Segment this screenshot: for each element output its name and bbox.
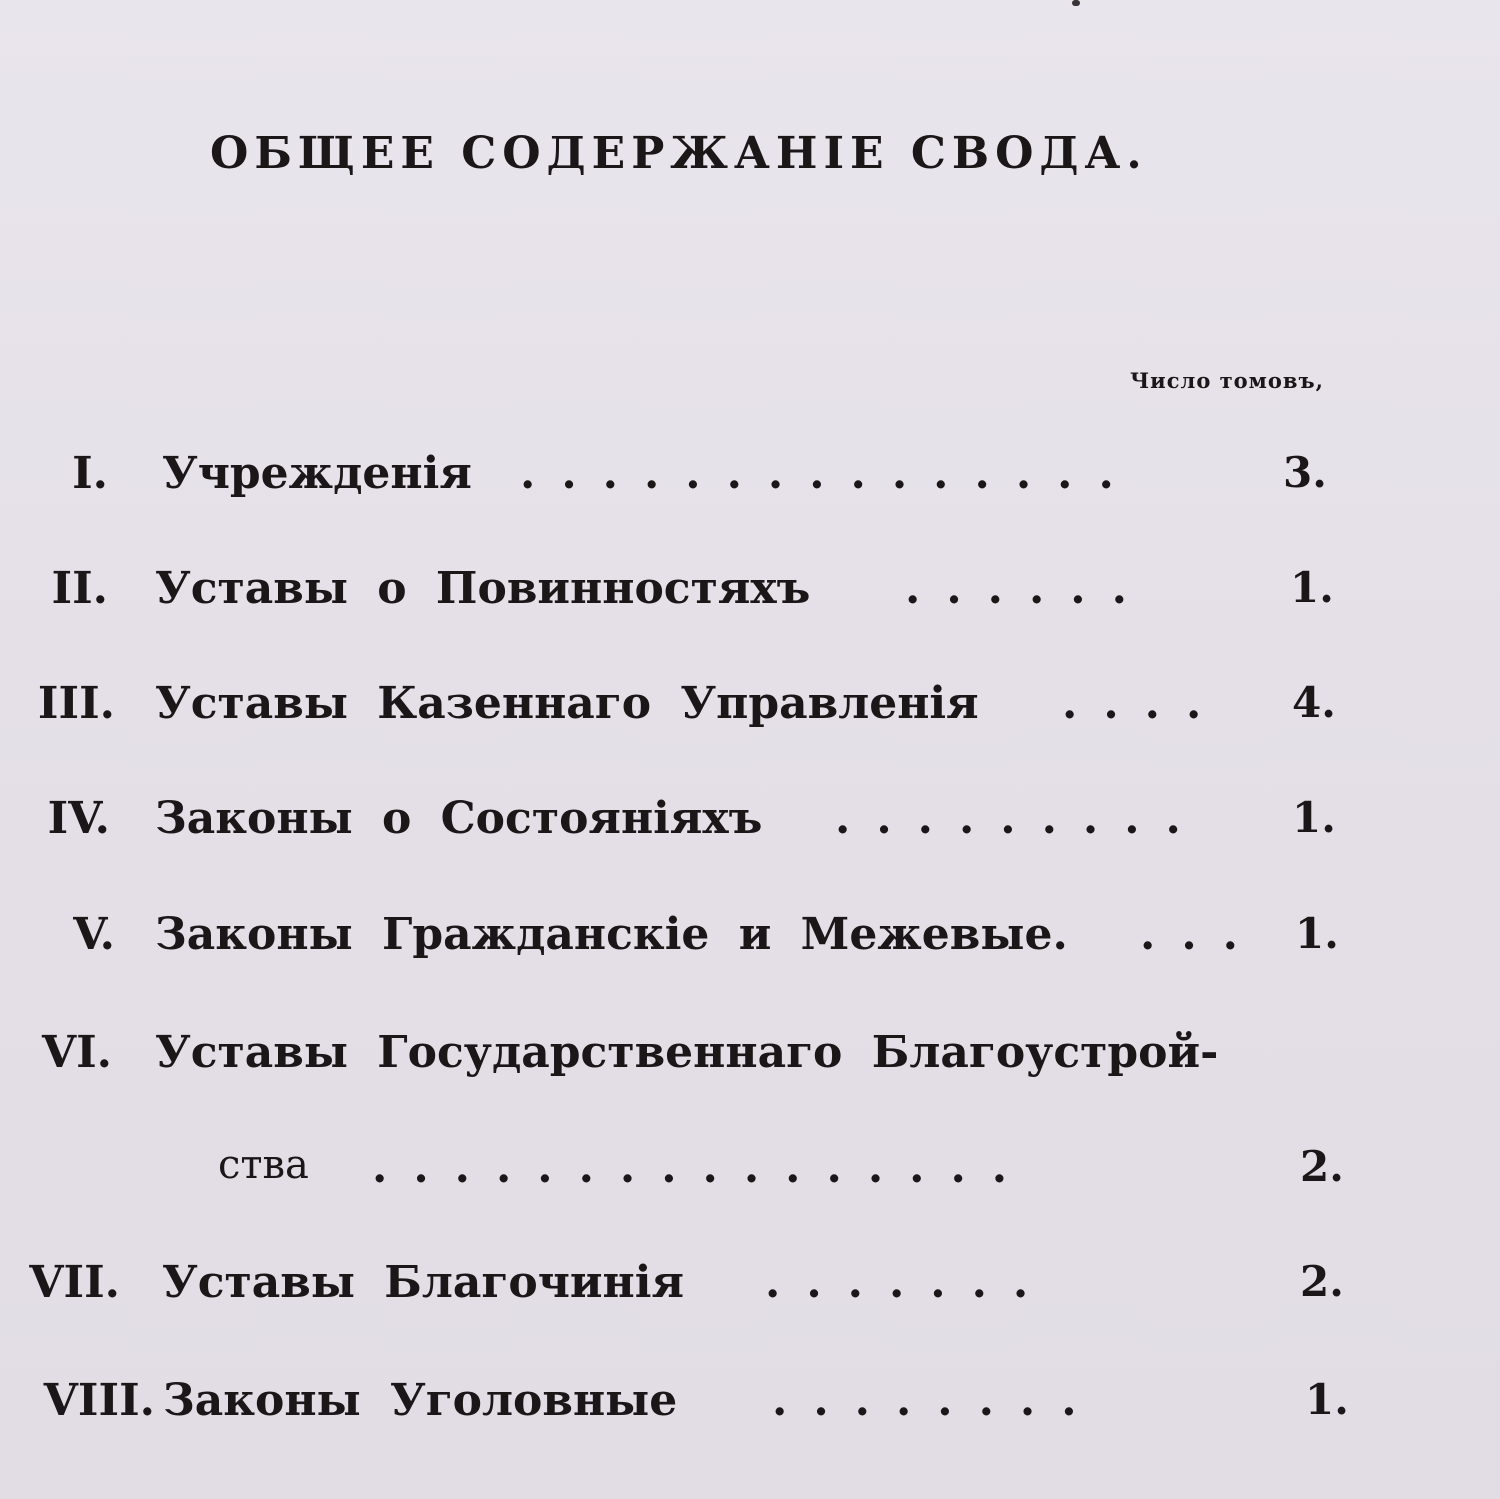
entry-label: Уставы Благочинія — [162, 1257, 684, 1308]
roman-numeral: III. — [37, 678, 115, 729]
volume-count: 1. — [1290, 563, 1334, 612]
entry-label: Учрежденія — [162, 448, 472, 499]
volume-count: 3. — [1283, 448, 1327, 497]
dot-leader: .... — [1062, 678, 1228, 729]
toc-entry — [0, 1257, 1500, 1327]
toc-entry — [0, 793, 1500, 863]
toc-entry — [0, 448, 1500, 518]
dot-leader: ...... — [905, 563, 1153, 614]
entry-label: Законы Гражданскіе и Межевые. — [155, 909, 1068, 960]
toc-entry — [0, 678, 1500, 748]
volume-count: 1. — [1305, 1375, 1349, 1424]
roman-numeral: VIII. — [43, 1375, 155, 1426]
entry-label: Уставы Казеннаго Управленія — [155, 678, 979, 729]
volume-count: 2. — [1300, 1142, 1344, 1191]
dot-leader: ... — [1140, 909, 1264, 960]
volume-count: 4. — [1292, 678, 1336, 727]
roman-numeral: IV. — [47, 793, 110, 844]
roman-numeral: I. — [72, 448, 108, 499]
entry-label: Законы о Состояніяхъ — [155, 793, 763, 844]
page-title: ОБЩЕЕ СОДЕРЖАНІЕ СВОДА. — [210, 128, 1148, 179]
dot-leader: ........ — [772, 1375, 1103, 1426]
toc-entry — [0, 1027, 1500, 1097]
volume-count: 2. — [1300, 1257, 1344, 1306]
entry-label: Уставы Государственнаго Благоустрой- — [155, 1027, 1219, 1078]
volume-count-header: Число томовъ, — [1130, 368, 1324, 393]
toc-entry — [0, 563, 1500, 633]
dot-leader: ................ — [372, 1142, 1034, 1193]
roman-numeral: VII. — [29, 1257, 120, 1308]
roman-numeral: II. — [51, 563, 108, 614]
toc-entry — [0, 909, 1500, 979]
roman-numeral: V. — [73, 909, 115, 960]
dot-leader: ............... — [520, 448, 1140, 499]
print-speck — [1072, 0, 1080, 6]
volume-count: 1. — [1292, 793, 1336, 842]
volume-count: 1. — [1295, 909, 1339, 958]
entry-label-continuation: ства — [218, 1142, 309, 1188]
toc-entry-continuation — [0, 1142, 1500, 1212]
roman-numeral: VI. — [41, 1027, 112, 1078]
entry-label: Уставы о Повинностяхъ — [155, 563, 811, 614]
dot-leader: ....... — [765, 1257, 1055, 1308]
entry-label: Законы Уголовные — [163, 1375, 678, 1426]
toc-entry — [0, 1375, 1500, 1445]
dot-leader: ......... — [835, 793, 1207, 844]
